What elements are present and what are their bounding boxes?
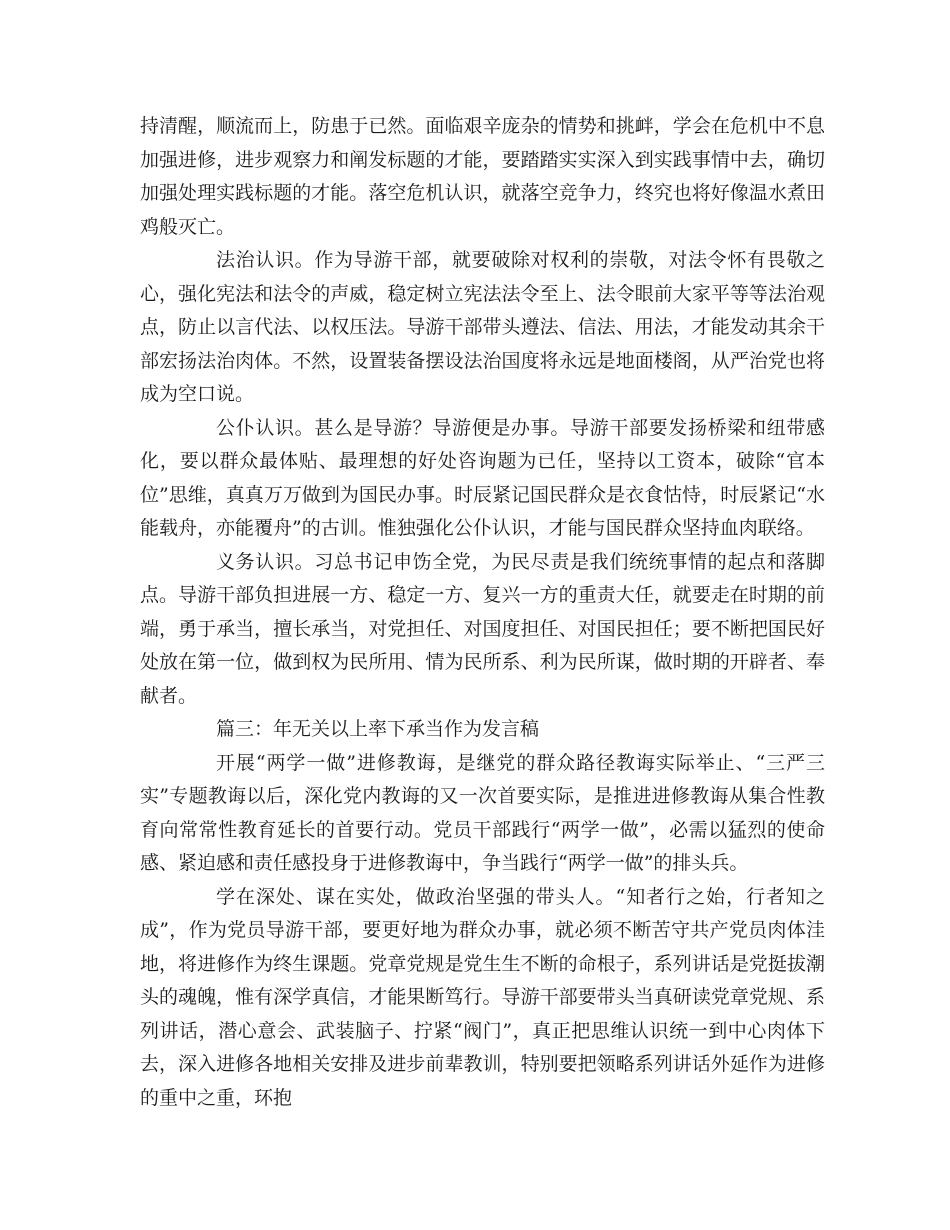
paragraph-rule-of-law: 法治认识。作为导游干部，就要破除对权利的崇敬，对法令怀有畏敬之心，强化宪法和法令的声威，稳定树立宪法法令至上、法令眼前大家平等等法治观点，防止以言代法、以权压法。导游干部带头遵法、信法、用法，才能发动其余干部宏扬法治肉体。不然，设置装备摆设法治国度将永远是地面楼阁，从严治党也将成为空口说。 [140, 249, 825, 405]
document-body [140, 110, 825, 1115]
paragraph-study-deeply: 学在深处、谋在实处，做政治坚强的带头人。“知者行之始，行者知之成”，作为党员导游干部，要更好地为群众办事，就必须不断苦守共产党员肉体洼地，将进修作为终生课题。党章党规是党生生不断的命根子，系列讲话是党挺拔潮头的魂魄，惟有深学真信，才能果断笃行。导游干部要带头当真研读党章党规、系列讲话，潜心意会、武装脑子、拧紧“阀门”，真正把思维认识统一到中心肉体下去，深入进修各地相关安排及进步前辈教训，特别要把领略系列讲话外延作为进修的重中之重，环抱 [140, 885, 825, 1109]
paragraph-public-servant: 公仆认识。甚么是导游？导游便是办事。导游干部要发扬桥梁和纽带感化，要以群众最体贴、最理想的好处咨询题为已任，坚持以工资本，破除“官本位”思维，真真万万做到为国民办事。时辰紧记国民群众是衣食怙恃，时辰紧记“水能载舟，亦能覆舟”的古训。惟独强化公仆认识，才能与国民群众坚持血肉联络。 [140, 416, 825, 539]
section-heading: 篇三：年无关以上率下承当作为发言稿 [216, 718, 540, 740]
paragraph-responsibility: 义务认识。习总书记申饬全党，为民尽责是我们统统事情的起点和落脚点。导游干部负担进展一方、稳定一方、复兴一方的重责大任，就要走在时期的前端，勇于承当，擅长承当，对党担任、对国度担任、对国民担任；要不断把国民好处放在第一位，做到权为民所用、情为民所系、利为民所谋，做时期的开辟者、奉献者。 [140, 550, 825, 707]
paragraph-continuation: 持清醒，顺流而上，防患于已然。面临艰辛庞杂的情势和挑衅，学会在危机中不息加强进修，进步观察力和阐发标题的才能，要踏踏实实深入到实践事情中去，确切加强处理实践标题的才能。落空危机认识，就落空竞争力，终究也将好像温水煮田鸡般灭亡。 [140, 115, 825, 238]
paragraph-two-studies: 开展“两学一做”进修教诲，是继党的群众路径教诲实际举止、“三严三实”专题教诲以后，深化党内教诲的又一次首要实际，是推进进修教诲从集合性教育向常常性教育延长的首要行动。党员干部践行“两学一做”，必需以猛烈的使命感、紧迫感和责任感投身于进修教诲中，争当践行“两学一做”的排头兵。 [140, 751, 825, 874]
